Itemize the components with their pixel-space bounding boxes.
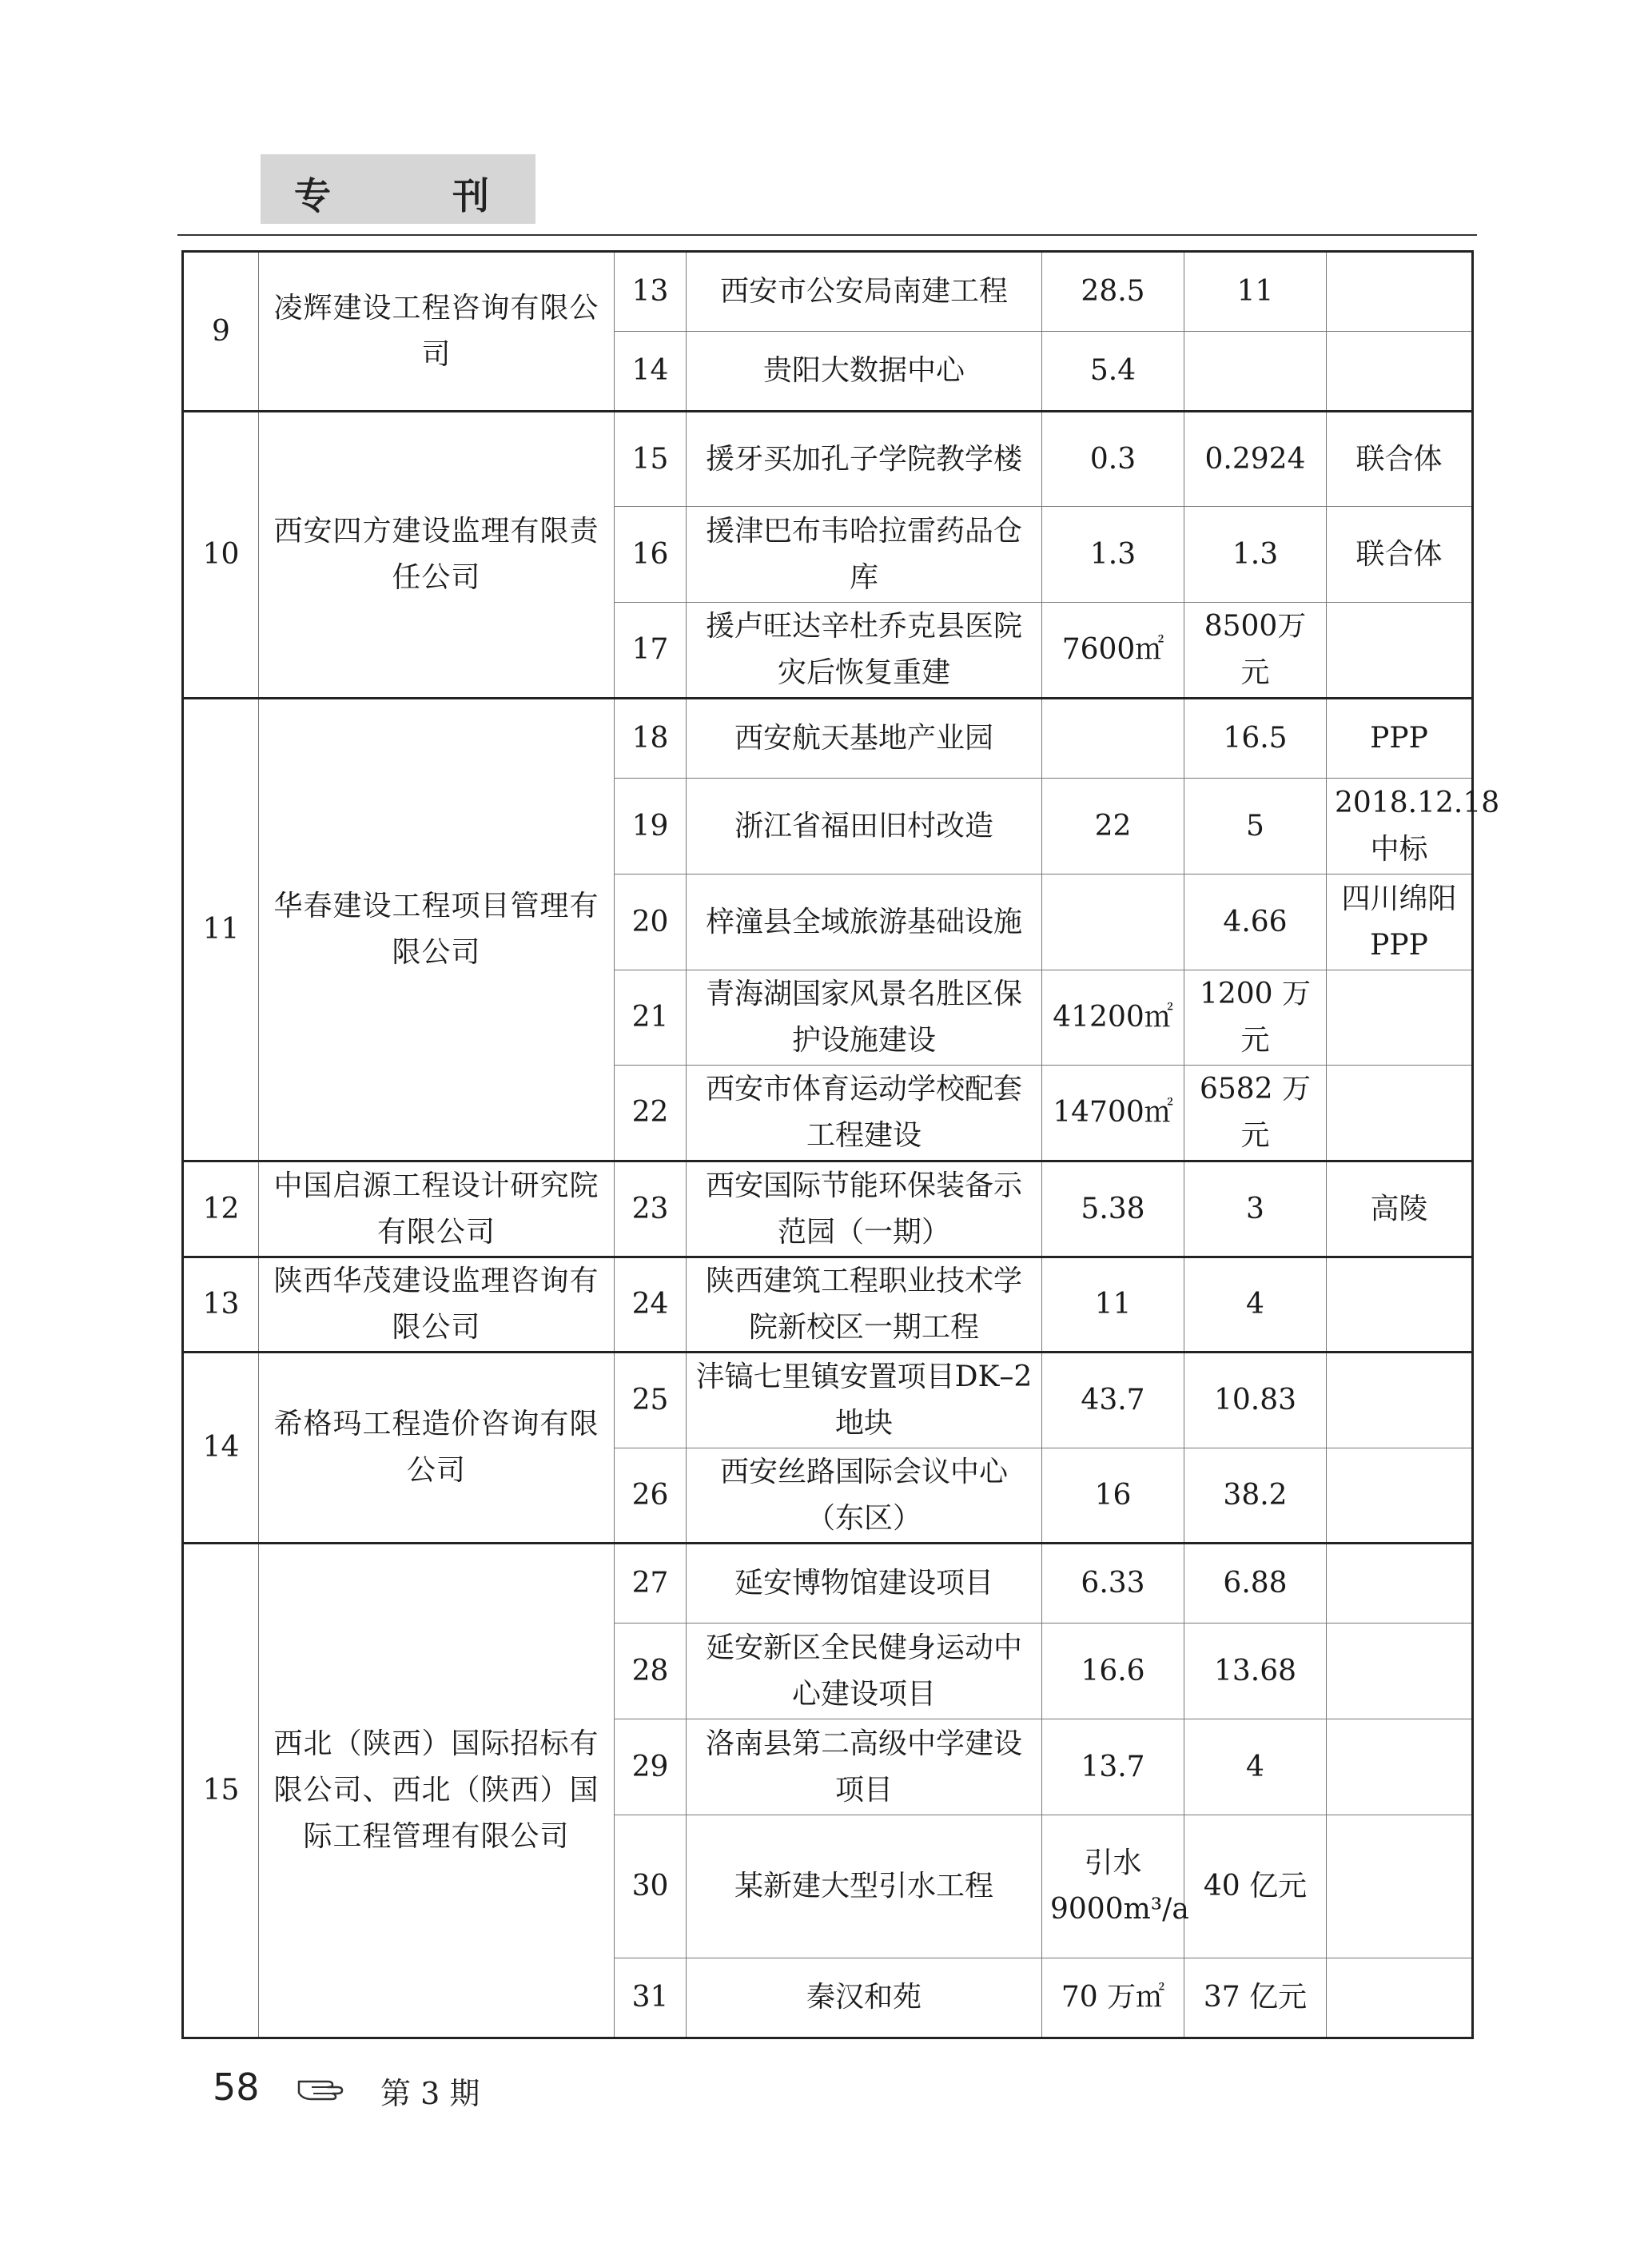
project-investment: 1.3: [1184, 507, 1327, 603]
project-investment: 0.2924: [1184, 412, 1327, 507]
project-area: 16.6: [1042, 1623, 1184, 1719]
project-number: 26: [615, 1448, 687, 1544]
project-area: 11: [1042, 1257, 1184, 1353]
project-investment: 37 亿元: [1184, 1958, 1327, 2038]
project-area: 5.38: [1042, 1161, 1184, 1257]
table-row: [183, 1161, 1473, 1257]
project-area: 引水9000m³/a: [1042, 1815, 1184, 1958]
project-investment: 13.68: [1184, 1623, 1327, 1719]
company-name: 凌辉建设工程咨询有限公司: [259, 252, 615, 412]
project-name: 青海湖国家风景名胜区保护设施建设: [687, 970, 1042, 1066]
company-name: 西北（陕西）国际招标有限公司、西北（陕西）国际工程管理有限公司: [259, 1544, 615, 2038]
project-name: 贵阳大数据中心: [687, 332, 1042, 412]
project-number: 17: [615, 603, 687, 699]
project-number: 25: [615, 1353, 687, 1448]
project-investment: 5: [1184, 779, 1327, 874]
page-number: 58: [213, 2066, 260, 2109]
project-note: [1327, 1544, 1473, 1623]
project-name: 沣镐七里镇安置项目DK–2 地块: [687, 1353, 1042, 1448]
project-area: 22: [1042, 779, 1184, 874]
project-area: 5.4: [1042, 332, 1184, 412]
project-name: 梓潼县全域旅游基础设施: [687, 874, 1042, 970]
project-area: 14700㎡: [1042, 1066, 1184, 1161]
company-name: 希格玛工程造价咨询有限公司: [259, 1353, 615, 1544]
project-name: 西安国际节能环保装备示范园（一期）: [687, 1161, 1042, 1257]
project-area: 6.33: [1042, 1544, 1184, 1623]
issue-label: 第 3 期: [380, 2076, 480, 2111]
project-investment: [1184, 332, 1327, 412]
project-note: [1327, 1623, 1473, 1719]
project-note: PPP: [1327, 699, 1473, 779]
project-name: 陕西建筑工程职业技术学院新校区一期工程: [687, 1257, 1042, 1353]
project-note: 四川绵阳 PPP: [1327, 874, 1473, 970]
section-header: [261, 154, 535, 224]
project-number: 16: [615, 507, 687, 603]
project-number: 20: [615, 874, 687, 970]
project-name: 援卢旺达辛杜乔克县医院灾后恢复重建: [687, 603, 1042, 699]
project-name: 援津巴布韦哈拉雷药品仓库: [687, 507, 1042, 603]
project-area: 28.5: [1042, 252, 1184, 332]
header-divider: [177, 234, 1477, 236]
company-index: 14: [183, 1353, 259, 1544]
company-index: 12: [183, 1161, 259, 1257]
table-row: [183, 1544, 1473, 1623]
project-name: 延安博物馆建设项目: [687, 1544, 1042, 1623]
project-number: 30: [615, 1815, 687, 1958]
project-number: 14: [615, 332, 687, 412]
project-note: [1327, 332, 1473, 412]
company-index: 9: [183, 252, 259, 412]
project-note: [1327, 1958, 1473, 2038]
project-note: [1327, 1353, 1473, 1448]
project-investment: 4: [1184, 1719, 1327, 1815]
project-area: 16: [1042, 1448, 1184, 1544]
table-row: [183, 1257, 1473, 1353]
project-note: [1327, 1448, 1473, 1544]
project-number: 22: [615, 1066, 687, 1161]
project-name: 西安航天基地产业园: [687, 699, 1042, 779]
project-number: 29: [615, 1719, 687, 1815]
project-note: [1327, 1719, 1473, 1815]
project-name: 西安市体育运动学校配套工程建设: [687, 1066, 1042, 1161]
project-name: 延安新区全民健身运动中心建设项目: [687, 1623, 1042, 1719]
project-note: 2018.12.18 中标: [1327, 779, 1473, 874]
section-title-char-2: 刊: [452, 174, 489, 217]
project-note: [1327, 970, 1473, 1066]
project-investment: 6582 万元: [1184, 1066, 1327, 1161]
project-investment: 4.66: [1184, 874, 1327, 970]
company-index: 13: [183, 1257, 259, 1353]
section-title-char-1: 专: [294, 174, 331, 217]
table-row: [183, 1353, 1473, 1448]
project-number: 27: [615, 1544, 687, 1623]
company-index: 15: [183, 1544, 259, 2038]
project-investment: 3: [1184, 1161, 1327, 1257]
project-number: 13: [615, 252, 687, 332]
company-index: 10: [183, 412, 259, 699]
project-investment: 40 亿元: [1184, 1815, 1327, 1958]
project-number: 24: [615, 1257, 687, 1353]
project-investment: 8500万元: [1184, 603, 1327, 699]
project-investment: 4: [1184, 1257, 1327, 1353]
project-note: 联合体: [1327, 507, 1473, 603]
project-name: 西安丝路国际会议中心（东区）: [687, 1448, 1042, 1544]
project-note: [1327, 603, 1473, 699]
company-name: 陕西华茂建设监理咨询有限公司: [259, 1257, 615, 1353]
project-note: [1327, 1066, 1473, 1161]
project-investment: 16.5: [1184, 699, 1327, 779]
project-number: 21: [615, 970, 687, 1066]
project-area: 13.7: [1042, 1719, 1184, 1815]
company-name: 华春建设工程项目管理有限公司: [259, 699, 615, 1161]
company-index: 11: [183, 699, 259, 1161]
project-investment: 11: [1184, 252, 1327, 332]
project-investment: 38.2: [1184, 1448, 1327, 1544]
project-note: 高陵: [1327, 1161, 1473, 1257]
project-area: [1042, 699, 1184, 779]
project-number: 28: [615, 1623, 687, 1719]
project-area: 1.3: [1042, 507, 1184, 603]
project-name: 浙江省福田旧村改造: [687, 779, 1042, 874]
company-name: 西安四方建设监理有限责任公司: [259, 412, 615, 699]
project-investment: 1200 万元: [1184, 970, 1327, 1066]
project-table: [181, 250, 1500, 2039]
project-note: [1327, 1257, 1473, 1353]
project-name: 秦汉和苑: [687, 1958, 1042, 2038]
project-note: 联合体: [1327, 412, 1473, 507]
table-row: [183, 699, 1473, 779]
project-investment: 6.88: [1184, 1544, 1327, 1623]
project-note: [1327, 1815, 1473, 1958]
project-number: 23: [615, 1161, 687, 1257]
project-number: 19: [615, 779, 687, 874]
project-number: 31: [615, 1958, 687, 2038]
project-note: [1327, 252, 1473, 332]
project-area: 70 万㎡: [1042, 1958, 1184, 2038]
project-name: 洛南县第二高级中学建设项目: [687, 1719, 1042, 1815]
table-row: [183, 252, 1473, 332]
project-name: 援牙买加孔子学院教学楼: [687, 412, 1042, 507]
project-number: 15: [615, 412, 687, 507]
project-area: 43.7: [1042, 1353, 1184, 1448]
project-investment: 10.83: [1184, 1353, 1327, 1448]
project-area: 7600㎡: [1042, 603, 1184, 699]
table-row: [183, 412, 1473, 507]
company-name: 中国启源工程设计研究院有限公司: [259, 1161, 615, 1257]
project-area: 0.3: [1042, 412, 1184, 507]
project-name: 西安市公安局南建工程: [687, 252, 1042, 332]
project-area: 41200㎡: [1042, 970, 1184, 1066]
pointing-hand-icon: [296, 2070, 347, 2102]
project-area: [1042, 874, 1184, 970]
project-number: 18: [615, 699, 687, 779]
project-name: 某新建大型引水工程: [687, 1815, 1042, 1958]
